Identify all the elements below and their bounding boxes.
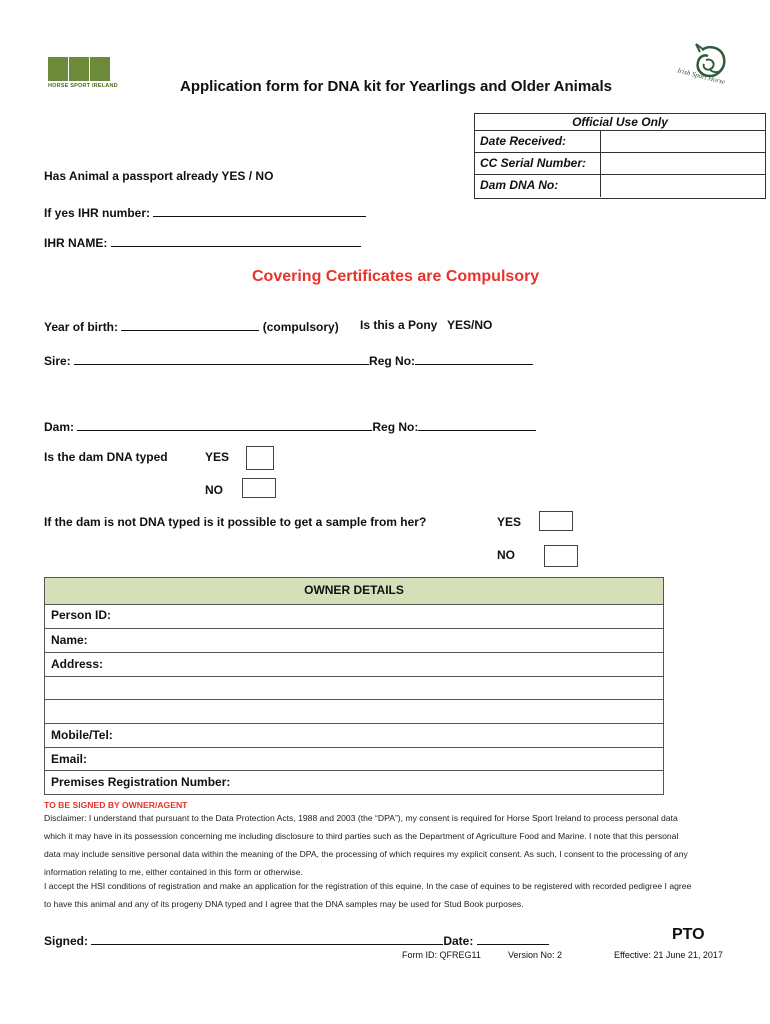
dam-label: Dam:: [44, 420, 75, 434]
hsi-logo-text: HORSE SPORT IRELAND: [48, 83, 118, 89]
dam-dna-no-checkbox[interactable]: [242, 478, 276, 498]
dam-sample-no-label: NO: [497, 548, 515, 562]
disclaimer-line: data may include sensitive personal data within the meaning of the DPA, the processing of which requires my explicit consent. As such, I consent to the processing of any: [44, 849, 688, 859]
date-received-field[interactable]: [600, 131, 766, 153]
dam-sample-yes-checkbox[interactable]: [539, 511, 573, 531]
sire-reg-no-field[interactable]: [415, 352, 533, 365]
premises-reg-row[interactable]: Premises Registration Number:: [51, 775, 231, 789]
pto-label: PTO: [672, 926, 705, 943]
sire-field[interactable]: [74, 352, 369, 365]
sire-reg-no-label: Reg No:: [369, 354, 416, 368]
ish-logo: [672, 42, 770, 102]
cc-serial-label: CC Serial Number:: [480, 156, 587, 170]
accept-text: [44, 877, 744, 913]
dam-sample-question: If the dam is not DNA typed is it possible to get a sample from her?: [44, 515, 427, 529]
year-of-birth-field[interactable]: [121, 318, 259, 331]
disclaimer-text: [44, 809, 744, 881]
hsi-logo: [48, 57, 118, 91]
sign-heading: TO BE SIGNED BY OWNER/AGENT: [44, 800, 188, 810]
dam-dna-yes-checkbox[interactable]: [246, 446, 274, 470]
effective-date: Effective: 21 June 21, 2017: [614, 950, 723, 960]
form-id: Form ID: QFREG11: [402, 950, 481, 960]
accept-line: I accept the HSI conditions of registration and make an application for the registration of this equine. In the case of equines to be registered with recorded pedigree I agree: [44, 881, 692, 891]
logo-square: [48, 57, 68, 81]
address-row[interactable]: Address:: [45, 653, 663, 677]
ihr-number-field[interactable]: [153, 204, 366, 217]
official-use-table: [474, 113, 766, 199]
pony-options: YES/NO: [447, 318, 493, 332]
address-line-row[interactable]: [45, 677, 663, 700]
official-use-heading: Official Use Only: [572, 115, 668, 129]
signed-label: Signed:: [44, 934, 88, 948]
dam-reg-no-field[interactable]: [418, 418, 536, 431]
pony-question: Is this a Pony: [360, 318, 438, 332]
official-row-dam-dna: [475, 174, 765, 197]
version-no: Version No: 2: [508, 950, 563, 960]
ihr-name-field[interactable]: [111, 234, 361, 247]
cc-serial-field[interactable]: [600, 153, 766, 175]
date-field[interactable]: [477, 932, 549, 945]
address-line-row[interactable]: [45, 700, 663, 724]
year-of-birth-label: Year of birth:: [44, 320, 119, 334]
dam-row: [44, 418, 536, 434]
disclaimer-line: which it may have in its possession concerning me including disclosure to third parties such as the Department of Agriculture Food and Marine. I note that this personal: [44, 831, 679, 841]
name-row[interactable]: Name:: [45, 629, 663, 653]
signature-field[interactable]: [91, 932, 443, 945]
dam-dna-yes-label: YES: [205, 450, 230, 464]
disclaimer-line: information relating to me, either contained in this form or otherwise.: [44, 867, 303, 877]
dam-dna-no-label: NO: [205, 483, 223, 497]
ihr-number-row: [44, 204, 366, 220]
dam-field[interactable]: [77, 418, 372, 431]
official-row-serial: [475, 152, 765, 175]
owner-details-heading: OWNER DETAILS: [45, 578, 663, 605]
dam-dna-no-field[interactable]: [600, 175, 766, 197]
person-id-row[interactable]: Person ID:: [45, 604, 663, 629]
disclaimer-line: Disclaimer: I understand that pursuant to the Data Protection Acts, 1988 and 2003 (the “DPA”), my consent is required for Horse Sport Ireland to process personal data: [44, 813, 678, 823]
logo-square: [90, 57, 110, 81]
dam-dna-no-label: Dam DNA No:: [480, 178, 559, 192]
accept-line: to have this animal and any of its progeny DNA typed and I agree that the DNA samples may be used for Stud Book purposes.: [44, 899, 524, 909]
dam-reg-no-label: Reg No:: [372, 420, 419, 434]
year-of-birth-row: [44, 318, 339, 334]
ish-logo-text: Irish Sport Horse: [676, 66, 726, 87]
ihr-number-label: If yes IHR number:: [44, 206, 151, 220]
logo-square: [69, 57, 89, 81]
compulsory-note: (compulsory): [262, 320, 339, 334]
ihr-name-row: [44, 234, 361, 250]
covering-cert-notice: Covering Certificates are Compulsory: [252, 268, 540, 285]
date-label: Date:: [443, 934, 474, 948]
official-row-date: [475, 130, 765, 153]
passport-question: Has Animal a passport already YES / NO: [44, 169, 274, 183]
sire-row: [44, 352, 533, 368]
ihr-name-label: IHR NAME:: [44, 236, 108, 250]
email-row[interactable]: Email:: [45, 748, 663, 771]
sire-label: Sire:: [44, 354, 71, 368]
date-received-label: Date Received:: [480, 134, 567, 148]
dam-dna-question: Is the dam DNA typed: [44, 450, 168, 464]
mobile-tel-row[interactable]: Mobile/Tel:: [45, 724, 663, 748]
owner-details-table: [44, 577, 664, 795]
dam-sample-yes-label: YES: [497, 515, 522, 529]
signature-row: [44, 932, 549, 948]
dam-sample-no-checkbox[interactable]: [544, 545, 578, 567]
form-title: Application form for DNA kit for Yearlings and Older Animals: [180, 78, 613, 95]
